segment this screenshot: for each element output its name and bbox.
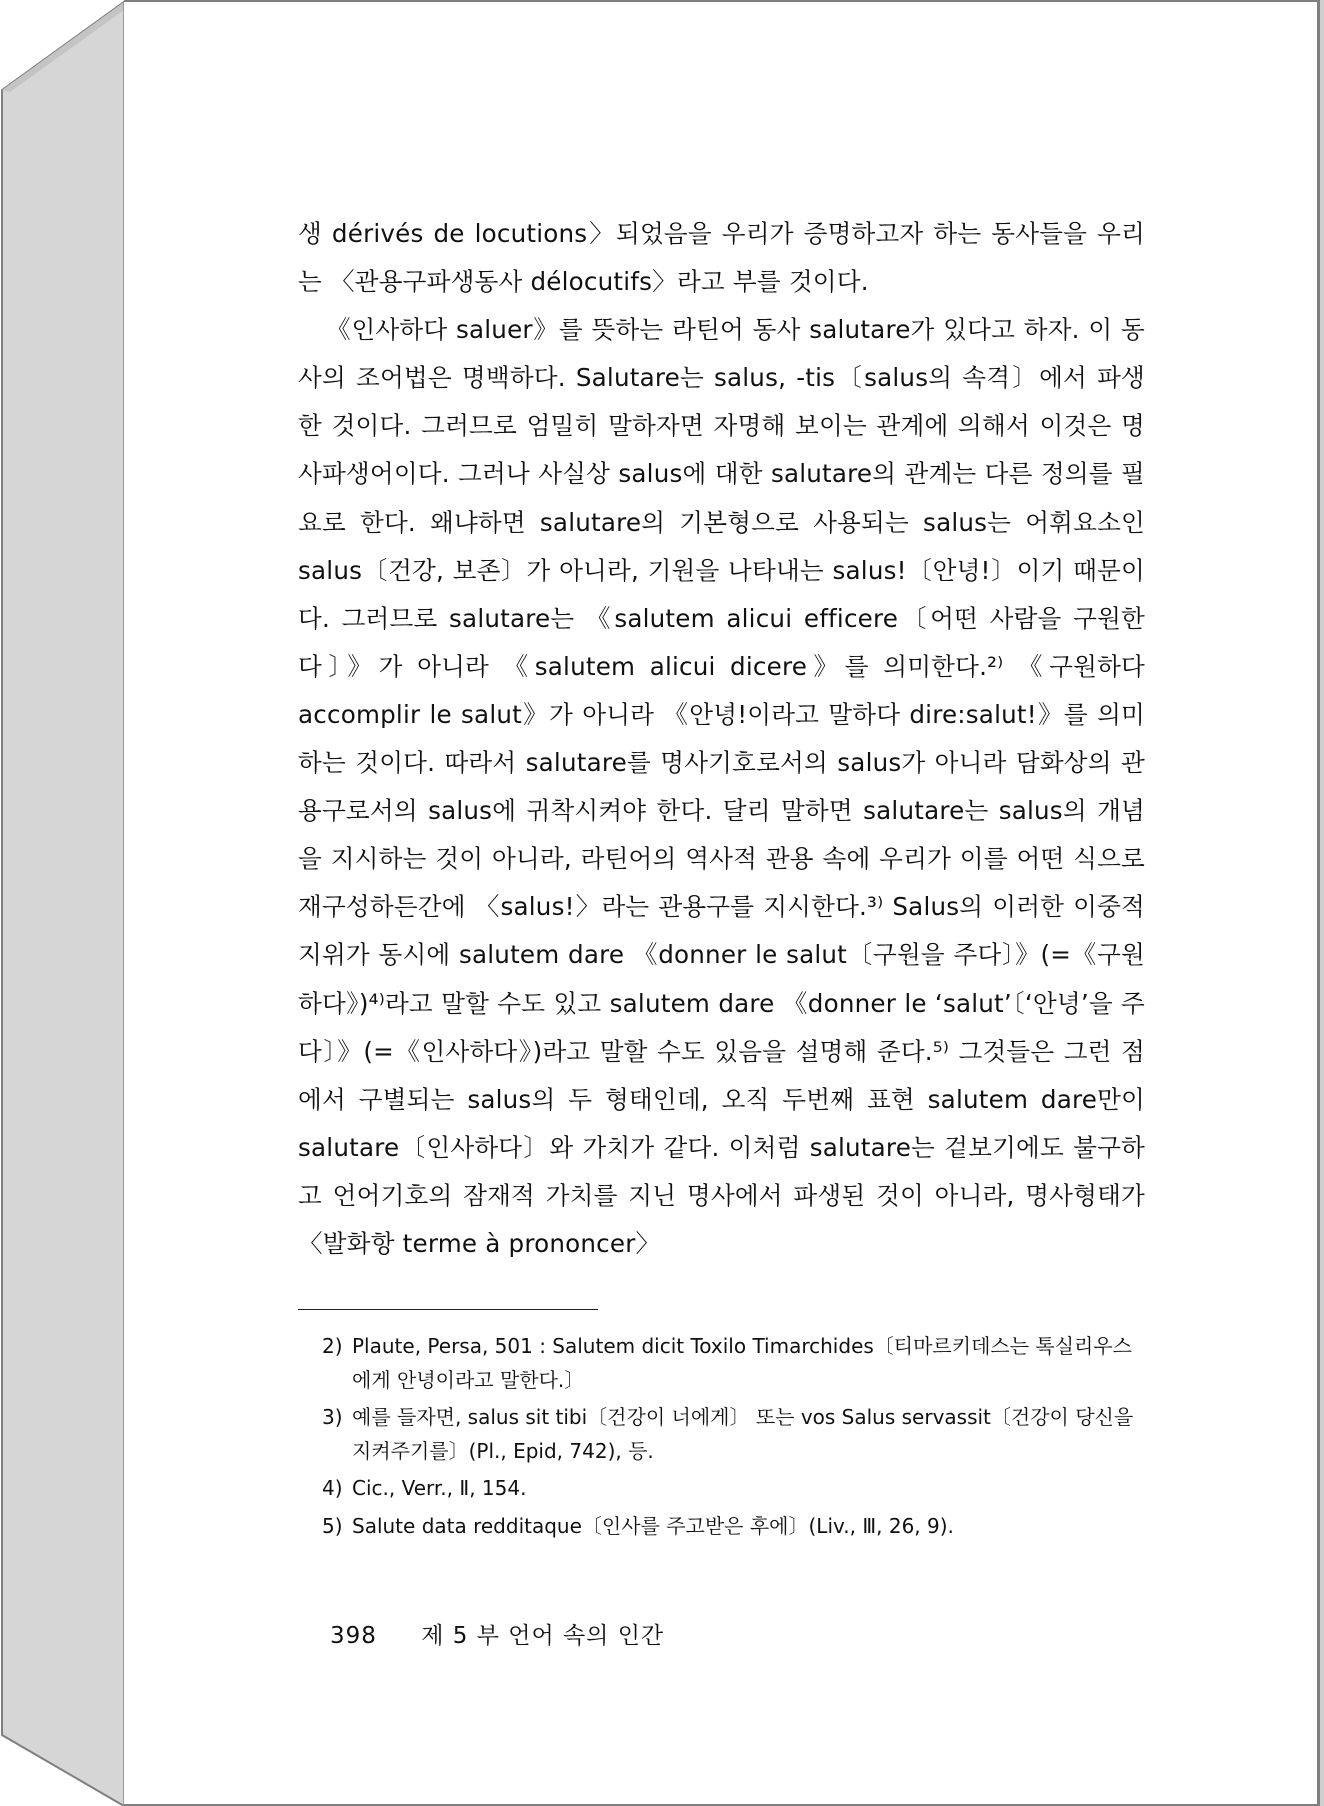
footnote-2 [322,1330,1145,1397]
main-text [298,210,1145,1268]
footnote-5 [322,1510,1145,1544]
footnote-divider [298,1309,598,1310]
page-number: 398 [330,1623,377,1649]
footnote-number: 4) [322,1476,343,1500]
footnote-text: Plaute, Persa, 501 : Salutem dicit Toxilo Timarchides〔티마르키데스는 톡실리우스에게 안녕이라고 말한다.〕 [352,1334,1132,1392]
paragraph-salutare: 《인사하다 saluer》를 뜻하는 라틴어 동사 salutare가 있다고 하자. 이 동사의 조어법은 명백하다. Salutare는 salus, -tis〔salus의 속격〕에서 파생한 것이다. 그러므로 엄밀히 말하자면 자명해 보이는 관계에 의해서 이것은 명사파생어이다. 그러나 사실상 salus에 대한 salutare의 관계는 다른 정의를 필요로 한다. 왜냐하면 salutare의 기본형으로 사용되는 salus는 어휘요소인 salus〔건강, 보존〕가 아니라, 기원을 나타내는 salus!〔안녕!〕이기 때문이다. 그러므로 salutare는 《salutem alicui efficere〔어떤 사람을 구원한다〕》가 아니라 《salutem alicui dicere》를 의미한다.²⁾ 《구원하다 accomplir le salut》가 아니라 《안녕!이라고 말하다 dire:salut!》를 의미하는 것이다. 따라서 salutare를 명사기호로서의 salus가 아니라 담화상의 관용구로서의 salus에 귀착시켜야 한다. 달리 말하면 salutare는 salus의 개념을 지시하는 것이 아니라, 라틴어의 역사적 관용 속에 우리가 이를 어떤 식으로 재구성하든간에 〈salus!〉라는 관용구를 지시한다.³⁾ Salus의 이러한 이중적 지위가 동시에 salutem dare 《donner le salut〔구원을 주다〕》(=《구원하다》)⁴⁾라고 말할 수도 있고 salutem dare 《donner le ‘salut’〔‘안녕’을 주다〕》(=《인사하다》)라고 말할 수도 있음을 설명해 준다.⁵⁾ 그것들은 그런 점에서 구별되는 salus의 두 형태인데, 오직 두번째 표현 salutem dare만이 salutare〔인사하다〕와 가치가 같다. 이처럼 salutare는 겉보기에도 불구하고 언어기호의 잠재적 가치를 지닌 명사에서 파생된 것이 아니라, 명사형태가 〈발화항 terme à prononcer〉 [298,315,1145,1258]
footnote-number: 3) [322,1405,343,1429]
footnote-3 [322,1401,1145,1468]
footnote-number: 2) [322,1334,343,1358]
footnote-4 [322,1472,1145,1506]
running-title: 제 5 부 언어 속의 인간 [421,1623,665,1649]
footnote-number: 5) [322,1513,343,1538]
footnote-text: Cic., Verr., Ⅱ, 154. [352,1476,527,1500]
paragraph-continued: 생 dérivés de locutions〉되었음을 우리가 증명하고자 하는 동사들을 우리는 〈관용구파생동사 délocutifs〉라고 부를 것이다. [298,219,1145,297]
footnotes [322,1330,1145,1547]
page-footer [330,1617,664,1650]
footnote-text: Salute data redditaque〔인사를 주고받은 후에〕(Liv., Ⅲ, 26, 9). [352,1513,954,1538]
footnote-text: 예를 들자면, salus sit tibi〔건강이 너에게〕 또는 vos Salus servassit〔건강이 당신을 지켜주기를〕(Pl., Epid, 742), 등. [352,1405,1134,1463]
